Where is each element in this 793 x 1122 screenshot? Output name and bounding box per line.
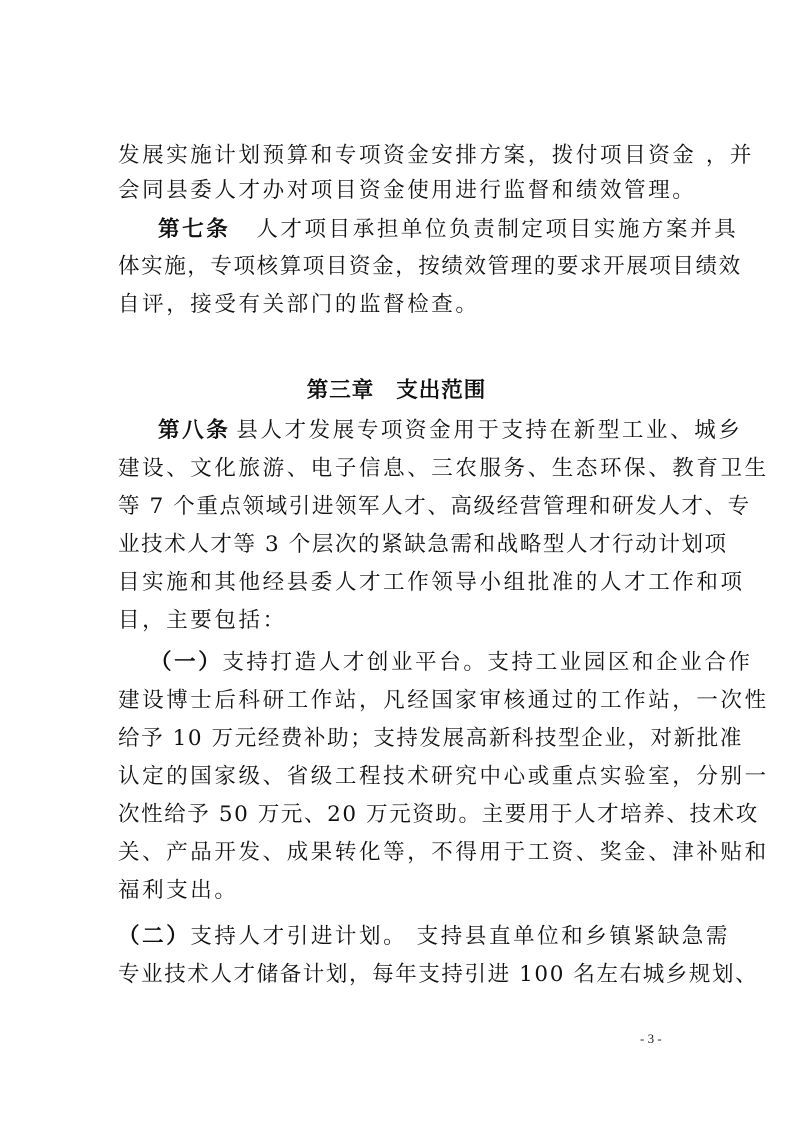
item-2-label: （二）	[118, 924, 191, 949]
body-line: 目实施和其他经县委人才工作领导小组批准的人才工作和项	[118, 570, 745, 595]
body-line: 发展实施计划预算和专项资金安排方案，拨付项目资金 ，并	[118, 143, 755, 168]
body-line: 自评，接受有关部门的监督检查。	[118, 292, 480, 317]
body-line: 专业技术人才储备计划，每年支持引进 100 名左右城乡规划、	[118, 962, 759, 987]
body-line: 会同县委人才办对项目资金使用进行监督和绩效管理。	[118, 178, 697, 203]
body-line: 次性给予 50 万元、20 万元资助。主要用于人才培养、技术攻	[118, 802, 759, 827]
item-2-paragraph	[118, 920, 730, 954]
body-line: 目，主要包括：	[118, 608, 287, 633]
article-8-text: 县人才发展专项资金用于支持在新型工业、城乡	[236, 418, 743, 443]
article-7-text: 人才项目承担单位负责制定项目实施方案并具	[256, 217, 739, 242]
article-8-label: 第八条	[158, 418, 231, 443]
body-line: 业技术人才等 3 个层次的紧缺急需和战略型人才行动计划项	[118, 532, 728, 557]
article-8-paragraph	[158, 414, 743, 448]
item-1-paragraph	[150, 646, 753, 680]
item-1-text: 支持打造人才创业平台。支持工业园区和企业合作	[222, 650, 753, 675]
body-line: 给予 10 万元经费补助；支持发展高新科技型企业，对新批准	[118, 726, 743, 751]
article-7-paragraph	[158, 213, 739, 247]
body-line: 福利支出。	[118, 878, 239, 903]
body-line: 关、产品开发、成果转化等，不得用于工资、奖金、津补贴和	[118, 840, 769, 865]
item-2-text: 支持人才引进计划。 支持县直单位和乡镇紧缺急需	[190, 924, 730, 949]
body-line: 认定的国家级、省级工程技术研究中心或重点实验室，分别一	[118, 764, 769, 789]
chapter-number: 第三章	[306, 378, 375, 403]
body-line: 体实施，专项核算项目资金，按绩效管理的要求开展项目绩效	[118, 254, 742, 279]
body-line: 等 7 个重点领域引进领军人才、高级经营管理和研发人才、专	[118, 494, 751, 519]
item-1-label: （一）	[150, 650, 223, 675]
article-7-label: 第七条	[158, 217, 231, 242]
body-line: 建设博士后科研工作站，凡经国家审核通过的工作站，一次性	[118, 688, 769, 713]
body-line: 建设、文化旅游、电子信息、三农服务、生态环保、教育卫生	[118, 456, 769, 481]
page-number: - 3 -	[640, 1031, 662, 1046]
chapter-title: 支出范围	[396, 378, 487, 403]
chapter-heading	[0, 374, 793, 408]
